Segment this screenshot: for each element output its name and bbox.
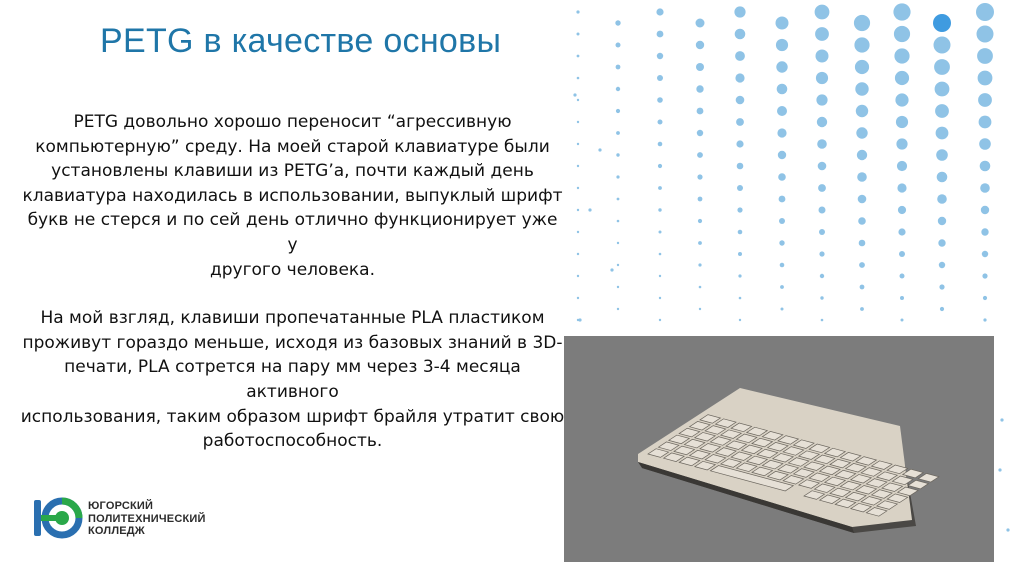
decorative-dot bbox=[697, 174, 702, 179]
decorative-dot bbox=[657, 31, 664, 38]
decorative-dot bbox=[776, 61, 787, 72]
keycap bbox=[918, 473, 939, 482]
decorative-dot bbox=[737, 185, 743, 191]
decorative-dot bbox=[696, 63, 704, 71]
decorative-dot bbox=[979, 138, 991, 150]
decorative-dot bbox=[936, 127, 949, 140]
decorative-dot bbox=[856, 105, 868, 117]
decorative-dot bbox=[859, 240, 866, 247]
decorative-dot bbox=[781, 308, 784, 311]
decorative-dot bbox=[778, 173, 786, 181]
decorative-dot bbox=[738, 230, 743, 235]
decorative-dot bbox=[897, 161, 907, 171]
decorative-dot bbox=[820, 296, 823, 299]
decorative-dot bbox=[819, 251, 824, 256]
paragraph-line: PETG довольно хорошо переносит “агрессивную bbox=[73, 112, 512, 132]
decorative-dot bbox=[656, 8, 663, 15]
decorative-dot bbox=[779, 218, 785, 224]
decorative-dot bbox=[901, 319, 904, 322]
decorative-dot bbox=[616, 175, 619, 178]
keyboard-photo bbox=[564, 336, 994, 562]
decorative-dot bbox=[860, 285, 865, 290]
decorative-dot bbox=[896, 138, 907, 149]
decorative-dot bbox=[982, 273, 987, 278]
decorative-dot bbox=[978, 71, 993, 86]
decorative-dot bbox=[617, 308, 619, 310]
decorative-dot bbox=[577, 121, 579, 123]
decorative-dot bbox=[697, 108, 704, 115]
decorative-dot bbox=[577, 143, 579, 145]
decorative-dot bbox=[734, 6, 745, 17]
decorative-dot bbox=[735, 51, 745, 61]
decorative-dot bbox=[657, 53, 663, 59]
decorative-dot bbox=[818, 162, 827, 171]
decorative-dot bbox=[899, 251, 905, 257]
decorative-dot bbox=[577, 99, 579, 101]
decorative-dot bbox=[777, 84, 788, 95]
decorative-dot bbox=[739, 297, 742, 300]
decorative-dot bbox=[616, 153, 619, 156]
decorative-dot bbox=[820, 274, 824, 278]
decorative-dot bbox=[737, 163, 744, 170]
decorative-dot bbox=[657, 97, 663, 103]
decorative-dot bbox=[659, 297, 661, 299]
decorative-dot bbox=[617, 264, 619, 266]
decorative-dot bbox=[821, 319, 824, 322]
decorative-dot bbox=[696, 19, 705, 28]
decorative-dot bbox=[980, 183, 990, 193]
paragraph-line: установлены клавиши из PETG’а, почти каждый день bbox=[51, 161, 534, 182]
decorative-dot bbox=[933, 14, 951, 32]
decorative-dot bbox=[819, 229, 825, 235]
decorative-dot bbox=[937, 194, 947, 204]
paragraph-line: проживут гораздо меньше, исходя из базовых знаний в 3D- bbox=[22, 332, 563, 353]
body-text bbox=[20, 110, 565, 454]
decorative-dot bbox=[699, 308, 701, 310]
decorative-dot bbox=[617, 220, 620, 223]
decorative-dot bbox=[736, 140, 743, 147]
decorative-dot bbox=[577, 275, 579, 277]
decorative-dot bbox=[857, 172, 867, 182]
decorative-dot bbox=[610, 268, 613, 271]
decorative-dot bbox=[738, 274, 741, 277]
paragraph-line: использования, таким образом шрифт брайля утратит свою bbox=[20, 406, 565, 427]
decorative-dot bbox=[1000, 418, 1003, 421]
decorative-dot bbox=[658, 164, 662, 168]
decorative-dot bbox=[778, 151, 786, 159]
decorative-dot bbox=[817, 139, 827, 149]
decorative-dot bbox=[939, 262, 945, 268]
decorative-dot bbox=[981, 228, 988, 235]
decorative-dot bbox=[854, 37, 869, 52]
decorative-dot bbox=[577, 33, 580, 36]
decorative-dot bbox=[657, 75, 663, 81]
decorative-dot bbox=[857, 150, 867, 160]
decorative-dot bbox=[935, 104, 949, 118]
paragraph-line: работоспособность. bbox=[202, 431, 383, 452]
decorative-dot bbox=[934, 37, 951, 54]
keycap bbox=[908, 480, 929, 489]
decorative-dot bbox=[659, 319, 661, 321]
decorative-dot bbox=[998, 468, 1001, 471]
decorative-dot bbox=[980, 161, 991, 172]
decorative-dot bbox=[738, 252, 742, 256]
decorative-dot bbox=[577, 77, 580, 80]
paragraph-line: другого человека. bbox=[209, 259, 375, 280]
decorative-dot bbox=[616, 87, 620, 91]
decorative-dot bbox=[598, 148, 601, 151]
decorative-dot bbox=[780, 263, 785, 268]
decorative-dot bbox=[895, 71, 909, 85]
decorative-dot bbox=[735, 29, 746, 40]
decorative-dot bbox=[577, 165, 579, 167]
decorative-dot bbox=[577, 231, 579, 233]
decorative-dot bbox=[698, 219, 702, 223]
decorative-dot bbox=[616, 109, 620, 113]
decorative-dot bbox=[776, 39, 788, 51]
decorative-dot bbox=[736, 96, 745, 105]
decorative-dot bbox=[854, 15, 870, 31]
decorative-dot bbox=[659, 253, 662, 256]
decorative-dot bbox=[737, 207, 742, 212]
decorative-dot bbox=[937, 172, 948, 183]
decorative-dot bbox=[617, 286, 619, 288]
decorative-dot bbox=[777, 128, 786, 137]
decorative-dot bbox=[816, 72, 828, 84]
decorative-dot bbox=[855, 60, 869, 74]
decorative-dot bbox=[855, 82, 868, 95]
decorative-dot bbox=[658, 120, 663, 125]
decorative-dot bbox=[819, 207, 826, 214]
decorative-dot bbox=[658, 186, 662, 190]
decorative-dot bbox=[818, 184, 826, 192]
decorative-dot bbox=[698, 241, 702, 245]
decorative-dot bbox=[577, 209, 579, 211]
decorative-dot bbox=[936, 149, 948, 161]
decorative-dot bbox=[616, 65, 621, 70]
decorative-dot bbox=[856, 127, 867, 138]
decorative-dot bbox=[616, 131, 620, 135]
decorative-dot bbox=[858, 195, 867, 204]
decorative-dot bbox=[815, 5, 830, 20]
decorative-dot bbox=[577, 253, 579, 255]
decorative-dot bbox=[860, 307, 864, 311]
decorative-dot bbox=[981, 206, 989, 214]
decorative-dot bbox=[577, 187, 579, 189]
decorative-dot bbox=[698, 197, 703, 202]
decorative-dot bbox=[897, 183, 906, 192]
paragraph-line: печати, PLA сотрется на пару мм через 3-4 месяца активного bbox=[64, 357, 521, 402]
logo-line-1: ЮГОРСКИЙ bbox=[88, 500, 154, 512]
decorative-dot bbox=[898, 206, 906, 214]
decorative-dot bbox=[697, 152, 703, 158]
decorative-dot bbox=[935, 82, 950, 97]
decorative-dot bbox=[815, 27, 829, 41]
decorative-dot bbox=[736, 118, 744, 126]
decorative-dot bbox=[573, 93, 576, 96]
decorative-dot bbox=[659, 275, 661, 277]
decorative-dot bbox=[615, 20, 620, 25]
decorative-dot bbox=[777, 106, 787, 116]
decorative-dot bbox=[977, 48, 993, 64]
decorative-dot bbox=[938, 239, 945, 246]
decorative-dot bbox=[578, 318, 581, 321]
decorative-dot bbox=[938, 217, 946, 225]
decorative-dot bbox=[616, 43, 621, 48]
decorative-dot bbox=[983, 296, 987, 300]
decorative-dot bbox=[659, 231, 662, 234]
decorative-dot bbox=[894, 48, 909, 63]
decorative-dot bbox=[658, 142, 663, 147]
decorative-dot bbox=[779, 240, 784, 245]
decorative-dot bbox=[817, 117, 827, 127]
decorative-dot bbox=[983, 318, 986, 321]
paragraph-line: букв не стерся и по сей день отлично функционирует уже у bbox=[27, 210, 558, 255]
decorative-dot bbox=[696, 85, 703, 92]
decorative-dot bbox=[940, 307, 944, 311]
decorative-dot bbox=[896, 116, 908, 128]
decorative-dot bbox=[776, 17, 789, 30]
decorative-dot bbox=[1006, 528, 1009, 531]
decorative-dot bbox=[977, 26, 994, 43]
decorative-dot bbox=[893, 3, 910, 20]
paragraph-line: компьютерную” среду. На моей старой клавиатуре были bbox=[35, 136, 550, 157]
decorative-dot bbox=[698, 263, 701, 266]
decorative-dot bbox=[816, 50, 829, 63]
decorative-dot bbox=[739, 319, 741, 321]
decorative-dot bbox=[976, 3, 994, 21]
decorative-dot bbox=[576, 10, 579, 13]
decorative-dot bbox=[696, 41, 704, 49]
decorative-dot bbox=[780, 285, 784, 289]
decorative-dot bbox=[658, 208, 661, 211]
decorative-dot bbox=[577, 55, 580, 58]
decorative-dot bbox=[900, 274, 905, 279]
decorative-dot bbox=[617, 198, 620, 201]
decorative-dot bbox=[577, 297, 579, 299]
decorative-dot bbox=[735, 73, 744, 82]
decorative-dot bbox=[982, 251, 988, 257]
paragraph-line: клавиатура находилась в использовании, выпуклый шрифт bbox=[22, 185, 563, 206]
decorative-dot bbox=[858, 217, 866, 225]
decorative-dot bbox=[978, 93, 992, 107]
page-title: PETG в качестве основы bbox=[100, 22, 502, 60]
paragraph-line: На мой взгляд, клавиши пропечатанные PLA пластиком bbox=[40, 308, 545, 329]
decorative-dot bbox=[895, 93, 908, 106]
college-logo-mark bbox=[32, 494, 84, 542]
logo-line-3: КОЛЛЕДЖ bbox=[88, 525, 145, 537]
decorative-dot bbox=[900, 296, 904, 300]
decorative-dot bbox=[934, 59, 950, 75]
decorative-dot bbox=[898, 228, 905, 235]
decorative-dot bbox=[617, 242, 619, 244]
decorative-dot bbox=[939, 284, 944, 289]
decorative-dot bbox=[697, 130, 703, 136]
decorative-dot bbox=[699, 286, 702, 289]
college-logo bbox=[32, 494, 232, 544]
decorative-dot bbox=[779, 196, 786, 203]
decorative-dot bbox=[894, 26, 910, 42]
decorative-dot bbox=[979, 116, 992, 129]
decorative-dot bbox=[859, 262, 865, 268]
decorative-dot bbox=[816, 94, 827, 105]
logo-line-2: ПОЛИТЕХНИЧЕСКИЙ bbox=[88, 512, 206, 525]
decorative-dot bbox=[588, 208, 591, 211]
